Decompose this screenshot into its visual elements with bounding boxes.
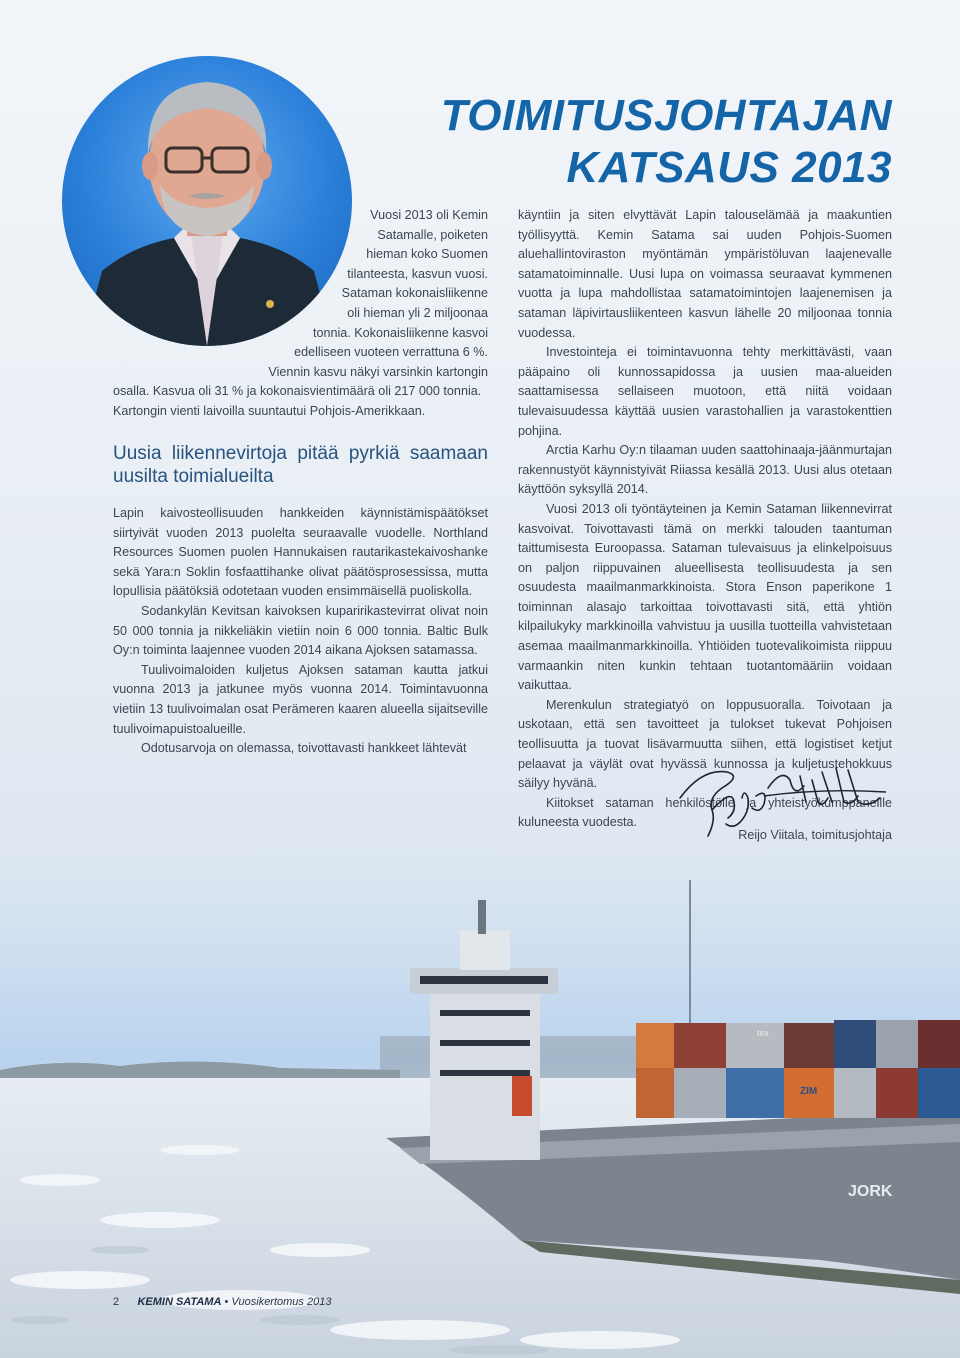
title-line-1: TOIMITUSJOHTAJAN (440, 91, 892, 140)
intro-line: Satamalle, poiketen (377, 227, 488, 242)
intro-line: Viennin kasvu näkyi varsinkin kartongin (268, 364, 488, 379)
paragraph: Arctia Karhu Oy:n tilaaman uuden saattohinaaja-jäänmurtajan rakennustyöt käynnistyivät Riiassa kesällä 2013. Uusi alus otetaan käyttöön syksyllä 2014. (518, 443, 892, 497)
paragraph: Merenkulun strategiatyö on loppusuoralla. Toivotaan ja uskotaan, että sen tavoitteet ja tulokset tukevat Pohjoisen teollisuutta ja tuovat lisävarmuutta siihen, että logistiset ketjut pelaavat ja väylät ovat hyvässä kunnossa ja kuljetustehokkuus säilyy hyvänä. (518, 697, 892, 791)
paragraph: Sodankylän Kevitsan kaivoksen kuparirikastevirrat olivat noin 50 000 tonnia ja nikkeliäkin vietiin noin 6 000 tonnia. Baltic Bulk Oy:n toiminta laajennee vuoden 2014 aikana Ajoksen satamassa. (113, 603, 488, 658)
paragraph: Vuosi 2013 oli työntäyteinen ja Kemin Sataman liikennevirrat kasvoivat. Toivottavasti tämä on merkki talouden taantuman taittumisesta Euroopassa. Sataman tulevaisuus ja elinkelpoisuus on paljon riippuvainen alueellisesta teollisuudesta ja sen osuudesta maailmanmarkkinoista. Stora Enson paperikone 1 toiminnan alasajo tarkoittaa toivottavasti sitä, että yhtiön kilpailukyky markkinoilla vahvistuu ja uusilla tuotteilla vahvistetaan asemaa maailmanmarkkinoilla. Yhtiöiden tuotevalikoimista riippuu varmaankin niten kunkin tehtaan tuotantomääriin voidaan vaikuttaa. (518, 501, 892, 693)
intro-line: tilanteesta, kasvun vuosi. (347, 266, 488, 281)
intro-line: osalla. Kasvua oli 31 % ja kokonaisvientimäärä oli 217 000 tonnia. (113, 384, 482, 399)
page-number: 2 (113, 1296, 120, 1308)
intro-text (113, 206, 488, 422)
intro-line: oli hieman yli 2 miljoonaa (347, 305, 488, 320)
footer-publication: Vuosikertomus 2013 (231, 1296, 332, 1308)
page-footer (113, 1296, 331, 1308)
page-title (441, 90, 892, 194)
intro-line: tonnia. Kokonaisliikenne kasvoi (312, 325, 488, 340)
intro-line: Kartongin vienti laivoilla suuntautui Pohjois-Amerikkaan. (113, 403, 426, 418)
intro-line: hieman koko Suomen (366, 247, 488, 262)
container-mark: ZIM (800, 1086, 818, 1097)
title-line-2: KATSAUS 2013 (566, 143, 892, 192)
paragraph: Lapin kaivosteollisuuden hankkeiden käynnistämispäätökset siirtyivät vuoden 2013 puolelta seuraavalle vuodelle. Northland Resources Suomen puolen Hannukaisen rautarikastekaivoshanke sekä Yara:n Soklin fosfaattihanke olivat päätösprosessissa, mutta lopullisia päätöksiä odotetaan vuoden ensimmäisellä puoliskolla. (113, 506, 488, 599)
intro-line: Sataman kokonaisliikenne (341, 286, 488, 301)
signature-caption: Reijo Viitala, toimitusjohtaja (738, 828, 892, 842)
paragraph: Kiitokset sataman henkilöstölle ja yhteistyökumppaneille kuluneesta vuodesta. (518, 795, 892, 830)
paragraph: käyntiin ja siten elvyttävät Lapin talouselämää ja maakuntien työllisyyttä. Kemin Satama sai uuden Pohjois-Suomen aluehallintoviraston myöntämän ympäristöluvan laajenevalle satamatoiminnalle. Uusi lupa on voimassa seuraavat kymmenen vuotta ja lupa mahdollistaa satamatoimintojen laajenemisen ja sataman läpivirtausliikenteen kasvun lähelle 20 miljoonaa tonnia vuodessa. (518, 208, 892, 340)
paragraph: Investointeja ei toimintavuonna tehty merkittävästi, vaan pääpaino oli kunnossapidossa ja uusien maa-alueiden saattamisessa sellaiseen muotoon, että niitä voidaan tulevaisuudessa käyttää uusien varastohallien ja varastokenttien pohjina. (518, 345, 892, 438)
ship-in-ice-photo (0, 880, 960, 1358)
paragraph: Tuulivoimaloiden kuljetus Ajoksen sataman kautta jatkui vuonna 2013 ja jatkunee myös vuonna 2014. Toimintavuonna vietiin 13 tuulivoimalan osat Perämeren kaaren alueella sijaitseville tuulivoimapuistoalueille. (113, 662, 488, 736)
footer-brand: KEMIN SATAMA (137, 1296, 222, 1308)
ship-name-label: JORK (848, 1183, 893, 1200)
section-heading: Uusia liikennevirtoja pitää pyrkiä saamaan uusilta toimialueilta (113, 443, 488, 487)
container-mark: tex (757, 1028, 770, 1038)
right-column (518, 206, 892, 833)
footer-separator: • (224, 1296, 229, 1308)
intro-line: edelliseen vuoteen verrattuna 6 %. (294, 345, 488, 360)
intro-line: Vuosi 2013 oli Kemin (370, 208, 488, 222)
left-column (113, 442, 488, 759)
paragraph: Odotusarvoja on olemassa, toivottavasti hankkeet lähtevät (141, 741, 467, 756)
